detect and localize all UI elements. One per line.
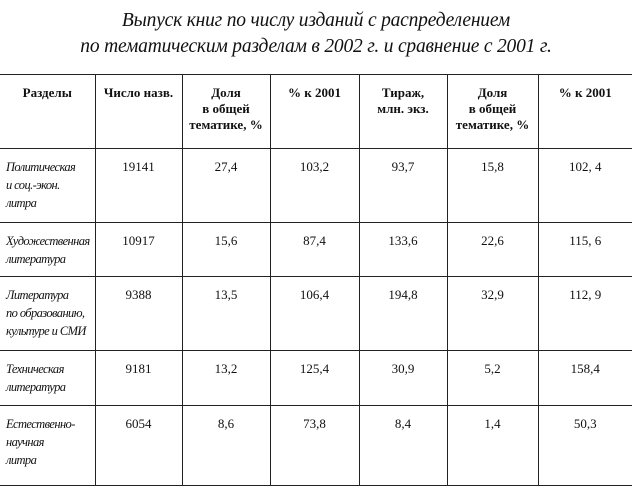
header-titles-count: Число назв. xyxy=(95,75,182,149)
row-section-name: Политическая и соц.-экон. литра xyxy=(0,149,95,223)
cell-share-circulation: 5,2 xyxy=(447,351,538,406)
cell-share-circulation: 32,9 xyxy=(447,277,538,351)
header-sections: Разделы xyxy=(0,75,95,149)
cell-pct-titles: 87,4 xyxy=(270,223,359,277)
title-line-1: Выпуск книг по числу изданий с распределением xyxy=(121,10,511,31)
cell-share-circulation: 22,6 xyxy=(447,223,538,277)
cell-share-titles: 8,6 xyxy=(182,406,270,486)
cell-pct-circulation: 115, 6 xyxy=(538,223,632,277)
header-share-circulation: Доля в общей тематике, % xyxy=(447,75,538,149)
table-row xyxy=(0,149,632,223)
title-line-2: по тематическим разделам в 2002 г. и сравнение с 2001 г. xyxy=(80,36,552,57)
cell-circulation: 8,4 xyxy=(359,406,447,486)
cell-pct-titles: 125,4 xyxy=(270,351,359,406)
cell-pct-circulation: 158,4 xyxy=(538,351,632,406)
cell-share-titles: 13,2 xyxy=(182,351,270,406)
header-circulation: Тираж, млн. экз. xyxy=(359,75,447,149)
row-section-name: Техническая литература xyxy=(0,351,95,406)
cell-share-circulation: 15,8 xyxy=(447,149,538,223)
cell-titles: 10917 xyxy=(95,223,182,277)
cell-pct-circulation: 102, 4 xyxy=(538,149,632,223)
cell-pct-titles: 103,2 xyxy=(270,149,359,223)
row-section-name: Литература по образованию, культуре и СМИ xyxy=(0,277,95,351)
cell-circulation: 194,8 xyxy=(359,277,447,351)
book-output-table xyxy=(0,74,632,486)
cell-circulation: 93,7 xyxy=(359,149,447,223)
cell-titles: 19141 xyxy=(95,149,182,223)
header-pct-circulation: % к 2001 xyxy=(538,75,632,149)
cell-titles: 9388 xyxy=(95,277,182,351)
document-title xyxy=(0,8,632,60)
cell-share-titles: 13,5 xyxy=(182,277,270,351)
cell-circulation: 30,9 xyxy=(359,351,447,406)
header-share-titles: Доля в общей тематике, % xyxy=(182,75,270,149)
cell-pct-circulation: 112, 9 xyxy=(538,277,632,351)
table-row xyxy=(0,351,632,406)
cell-pct-titles: 73,8 xyxy=(270,406,359,486)
cell-share-circulation: 1,4 xyxy=(447,406,538,486)
row-section-name: Естественно- научная литра xyxy=(0,406,95,486)
row-section-name: Художественная литература xyxy=(0,223,95,277)
header-row xyxy=(0,75,632,149)
cell-titles: 9181 xyxy=(95,351,182,406)
cell-pct-titles: 106,4 xyxy=(270,277,359,351)
header-pct-titles: % к 2001 xyxy=(270,75,359,149)
table-row xyxy=(0,223,632,277)
table-row xyxy=(0,277,632,351)
cell-share-titles: 27,4 xyxy=(182,149,270,223)
cell-titles: 6054 xyxy=(95,406,182,486)
cell-circulation: 133,6 xyxy=(359,223,447,277)
cell-share-titles: 15,6 xyxy=(182,223,270,277)
cell-pct-circulation: 50,3 xyxy=(538,406,632,486)
table-row xyxy=(0,406,632,486)
